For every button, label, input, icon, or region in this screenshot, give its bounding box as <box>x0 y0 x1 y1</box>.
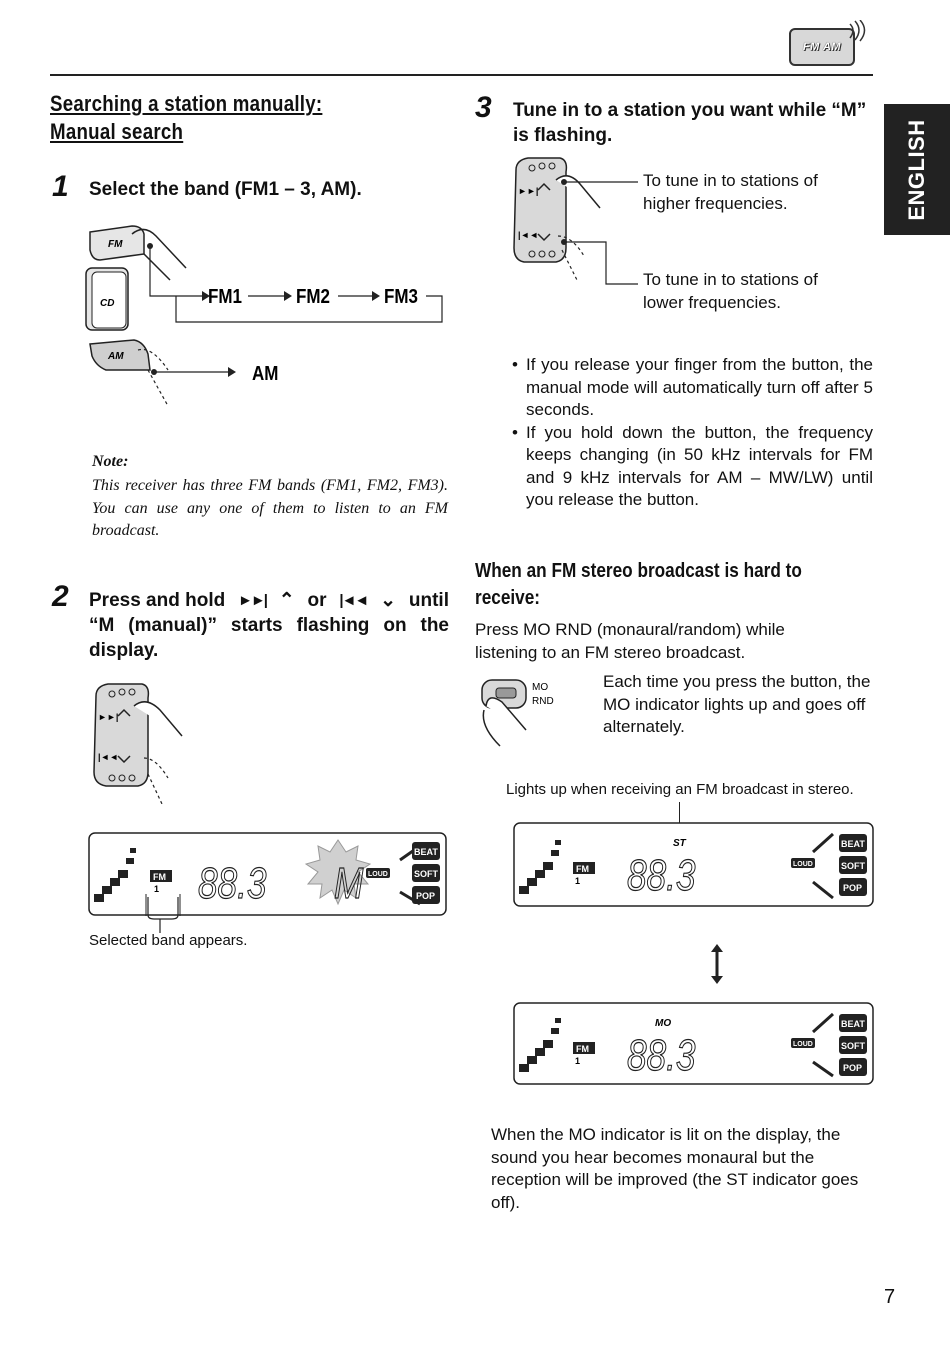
svg-text:1: 1 <box>575 1056 581 1066</box>
note-body: This receiver has three FM bands (FM1, FM2, FM3). You can use any one of them to listen to an FM broadcast. <box>92 477 448 539</box>
language-tab: ENGLISH <box>884 104 950 235</box>
svg-text:FM: FM <box>153 872 166 882</box>
svg-text:1: 1 <box>575 876 581 886</box>
eq-badges <box>412 842 440 904</box>
lower-frequencies-text: To tune in to stations of lower frequencies. <box>643 270 818 312</box>
frequency-readout: 88.3 <box>198 859 267 908</box>
section-title: Searching a station manually: Manual search <box>50 91 323 144</box>
mono-explanation: When the MO indicator is lit on the display, the sound you hear becomes monaural but the reception will be improved (the ST indicator goes off). <box>491 1125 859 1212</box>
higher-frequencies-text: To tune in to stations of higher frequencies. <box>643 171 818 213</box>
svg-text:BEAT: BEAT <box>414 847 438 857</box>
svg-text:LOUD: LOUD <box>793 861 813 868</box>
svg-text:CD: CD <box>100 298 115 309</box>
tips-list <box>512 354 873 512</box>
svg-text:POP: POP <box>843 883 863 893</box>
svg-text:SOFT: SOFT <box>841 861 865 871</box>
cd-button[interactable] <box>86 268 128 330</box>
display-panel-stereo <box>513 822 875 908</box>
svg-text:88.3: 88.3 <box>627 851 696 900</box>
svg-text:LOUD: LOUD <box>793 1041 813 1048</box>
mo-toggle-text: Each time you press the button, the MO indicator lights up and goes off alternately. <box>603 672 871 736</box>
svg-text:|◄◄: |◄◄ <box>98 752 119 762</box>
toggle-arrow-icon <box>708 944 726 984</box>
svg-text:►►|: ►►| <box>518 186 539 196</box>
svg-text:BEAT: BEAT <box>841 1019 865 1029</box>
caption-bracket <box>146 895 186 935</box>
flow-fm1: FM1 <box>208 284 242 308</box>
step-1-number: 1 <box>52 170 69 203</box>
manual-mode-indicator: M <box>334 859 364 908</box>
prev-down-icon: |◄◄ <box>339 592 368 609</box>
mo-indicator: MO <box>655 1018 672 1029</box>
svg-text:RND: RND <box>532 696 554 707</box>
svg-text:1: 1 <box>154 884 160 894</box>
svg-text:BEAT: BEAT <box>841 839 865 849</box>
radio-waves-icon <box>846 20 870 42</box>
svg-text:SOFT: SOFT <box>414 869 438 879</box>
band-select-illustration <box>82 220 452 410</box>
note-heading: Note: <box>92 453 129 470</box>
chevron-up-icon: ⌃ <box>278 590 295 611</box>
svg-text:LOUD: LOUD <box>368 871 388 878</box>
stereo-heading: When an FM stereo broadcast is hard to receive: <box>475 560 802 609</box>
svg-text:88.3: 88.3 <box>627 1031 696 1080</box>
flow-fm3: FM3 <box>384 284 418 308</box>
display-panel-mono <box>513 1002 875 1086</box>
step-2-number: 2 <box>52 580 69 613</box>
svg-text:MO: MO <box>532 682 549 693</box>
am-button[interactable] <box>90 340 150 370</box>
flow-fm2: FM2 <box>296 284 330 308</box>
fm-am-badge-icon: FM AM <box>789 28 855 66</box>
tune-controller-illustration-right <box>508 156 658 292</box>
lights-caption: Lights up when receiving an FM broadcast in stereo. <box>506 781 854 798</box>
svg-text:FM: FM <box>576 1044 589 1054</box>
svg-text:FM: FM <box>108 239 123 250</box>
svg-text:|◄◄: |◄◄ <box>518 230 539 240</box>
step-1-title: Select the band (FM1 – 3, AM). <box>89 179 362 200</box>
step-2-title: Press and hold ►►| ⌃ or |◄◄ ⌄ until “M (manual)” starts flashing on the display. <box>89 590 449 661</box>
mo-rnd-button-illustration <box>476 676 596 748</box>
list-item: • If you release your finger from the button, the manual mode will automatically turn off after 5 seconds. <box>512 354 873 422</box>
next-up-icon: ►►| <box>238 592 266 609</box>
chevron-down-icon: ⌄ <box>380 590 397 611</box>
header-rule <box>50 74 873 76</box>
display-panel-left <box>88 832 448 916</box>
step-3-title: Tune in to a station you want while “M” is flashing. <box>513 100 867 146</box>
stereo-intro: Press MO RND (monaural/random) while listening to an FM stereo broadcast. <box>475 620 785 662</box>
step-3-number: 3 <box>475 91 492 124</box>
svg-text:►►|: ►►| <box>98 712 119 722</box>
page-number: 7 <box>884 1286 896 1308</box>
svg-text:POP: POP <box>843 1063 863 1073</box>
svg-text:SOFT: SOFT <box>841 1041 865 1051</box>
svg-text:AM: AM <box>108 351 124 362</box>
selected-band-caption: Selected band appears. <box>89 932 248 949</box>
svg-text:POP: POP <box>416 891 436 901</box>
tune-controller-illustration-left <box>86 680 186 808</box>
flow-am: AM <box>252 361 279 385</box>
svg-text:FM: FM <box>576 864 589 874</box>
st-indicator: ST <box>673 838 686 849</box>
list-item: • If you hold down the button, the frequency keeps changing (in 50 kHz intervals for FM and 9 kHz intervals for AM – MW/LW) until you release the button. <box>512 422 873 512</box>
